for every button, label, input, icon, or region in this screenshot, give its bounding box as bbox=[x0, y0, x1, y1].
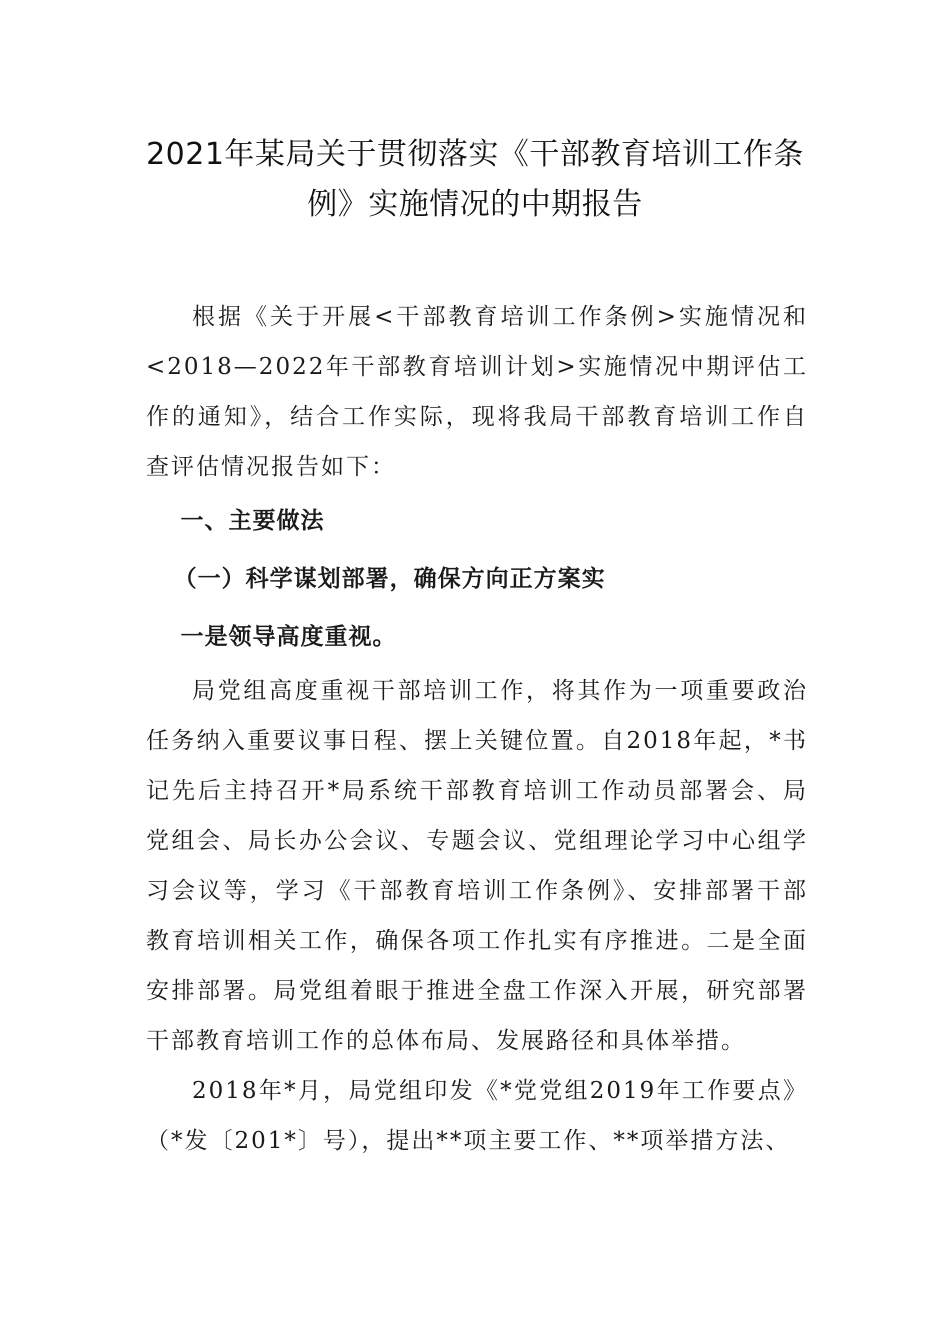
body-paragraph: 局党组高度重视干部培训工作，将其作为一项重要政治任务纳入重要议事日程、摆上关键位置。自2018年起，*书记先后主持召开*局系统干部教育培训工作动员部署会、局党组会、局长办公会议、专题会议、党组理论学习中心组学习会议等，学习《干部教育培训工作条例》、安排部署干部教育培训相关工作，确保各项工作扎实有序推进。二是全面安排部署。局党组着眼于推进全盘工作深入开展，研究部署干部教育培训工作的总体布局、发展路径和具体举措。 bbox=[146, 678, 808, 1054]
document-title bbox=[130, 130, 820, 230]
title-line-2: 例》实施情况的中期报告 bbox=[307, 187, 643, 222]
intro-paragraph: 根据《关于开展<干部教育培训工作条例>实施情况和<2018—2022年干部教育培训计划>实施情况中期评估工作的通知》，结合工作实际，现将我局干部教育培训工作自查评估情况报告如下： bbox=[146, 304, 808, 480]
title-line-1: 2021年某局关于贯彻落实《干部教育培训工作条 bbox=[146, 137, 804, 172]
body-paragraph: 2018年*月，局党组印发《*党党组2019年工作要点》（*发〔201*〕号），提出**项主要工作、**项举措方法、 bbox=[146, 1078, 808, 1154]
document-body bbox=[146, 292, 808, 1166]
section-heading: 一、主要做法 bbox=[180, 508, 325, 534]
subsection-heading: （一）科学谋划部署，确保方向正方案实 bbox=[173, 566, 606, 592]
point-heading: 一是领导高度重视。 bbox=[180, 624, 397, 650]
